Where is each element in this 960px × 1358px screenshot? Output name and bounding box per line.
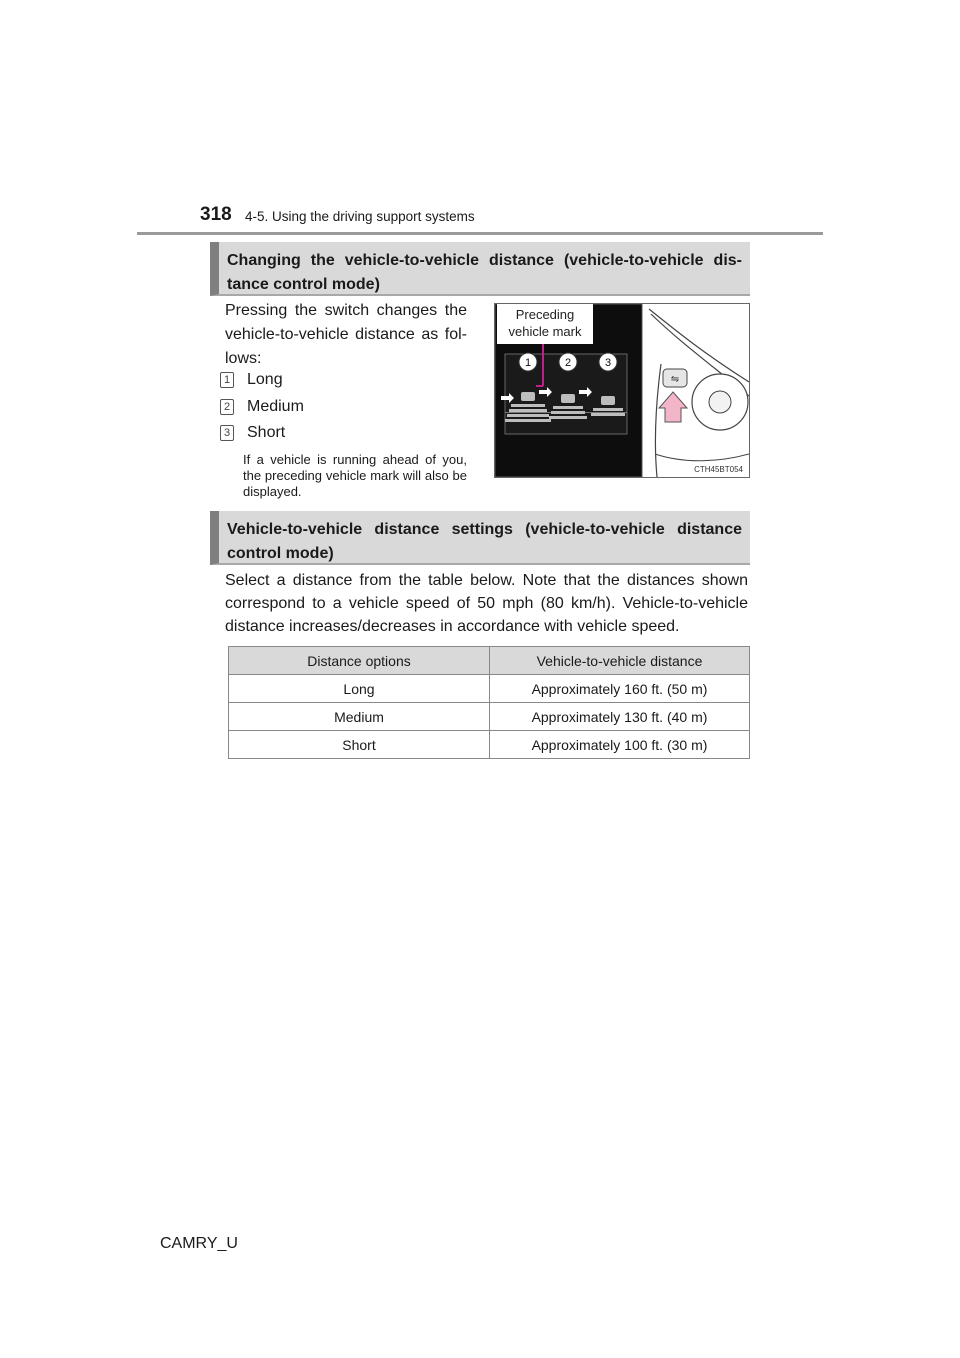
table-cell: Approximately 100 ft. (30 m) (490, 731, 750, 759)
option-number-badge: 3 (220, 425, 234, 441)
table-cell: Approximately 130 ft. (40 m) (490, 703, 750, 731)
distance-table (228, 646, 750, 759)
preceding-vehicle-note: If a vehicle is running ahead of you, the preceding vehicle mark will also be displayed. (243, 452, 467, 499)
model-code: CAMRY_U (160, 1235, 238, 1252)
section-path: 4-5. Using the driving support systems (245, 209, 475, 224)
callout-text-line2: vehicle mark (508, 324, 582, 339)
table-cell: Short (229, 731, 490, 759)
press-arrow-icon (659, 392, 687, 422)
table-cell: Long (229, 675, 490, 703)
table-row (229, 675, 750, 703)
option-item (220, 369, 283, 391)
header-rule (137, 232, 823, 235)
option-label: Medium (247, 398, 304, 415)
option-item (220, 422, 285, 444)
option-item (220, 396, 304, 418)
badge-1 (519, 353, 537, 371)
option-number-badge: 1 (220, 372, 234, 388)
table-header-cell: Vehicle-to-vehicle distance (490, 647, 750, 675)
callout-text-line1: Preceding (515, 307, 575, 322)
steering-wheel-switch-area (649, 309, 749, 477)
table-cell: Approximately 160 ft. (50 m) (490, 675, 750, 703)
figure-code: CTH45BT054 (694, 465, 743, 474)
badge-3 (599, 353, 617, 371)
table-header-cell: Distance options (229, 647, 490, 675)
badge-2 (559, 353, 577, 371)
page-number: 318 (200, 204, 232, 225)
table-row (229, 731, 750, 759)
intro-text: Pressing the switch changes the vehicle-to-vehicle distance as fol-lows: (225, 302, 467, 367)
settings-paragraph: Select a distance from the table below. Note that the distances shown correspond to a vehicle speed of 50 mph (80 km/h). Vehicle-to-vehicle distance increases/decreases in accordance with vehicle speed. (225, 572, 748, 635)
option-number-badge: 2 (220, 399, 234, 415)
table-cell: Medium (229, 703, 490, 731)
option-label: Short (247, 424, 286, 441)
section-heading-distance-settings: Vehicle-to-vehicle distance settings (vehicle-to-vehicle distance control mode) (210, 511, 750, 565)
table-row (229, 703, 750, 731)
distance-switch-illustration (494, 303, 750, 478)
svg-text:3: 3 (604, 357, 612, 369)
option-label: Long (247, 371, 283, 388)
table-header-row (229, 647, 750, 675)
svg-text:2: 2 (564, 357, 572, 369)
svg-text:1: 1 (524, 357, 532, 369)
svg-text:⇋: ⇋ (670, 374, 680, 385)
section-heading-distance-change: Changing the vehicle-to-vehicle distance (vehicle-to-vehicle dis-tance control mode) (210, 242, 750, 296)
